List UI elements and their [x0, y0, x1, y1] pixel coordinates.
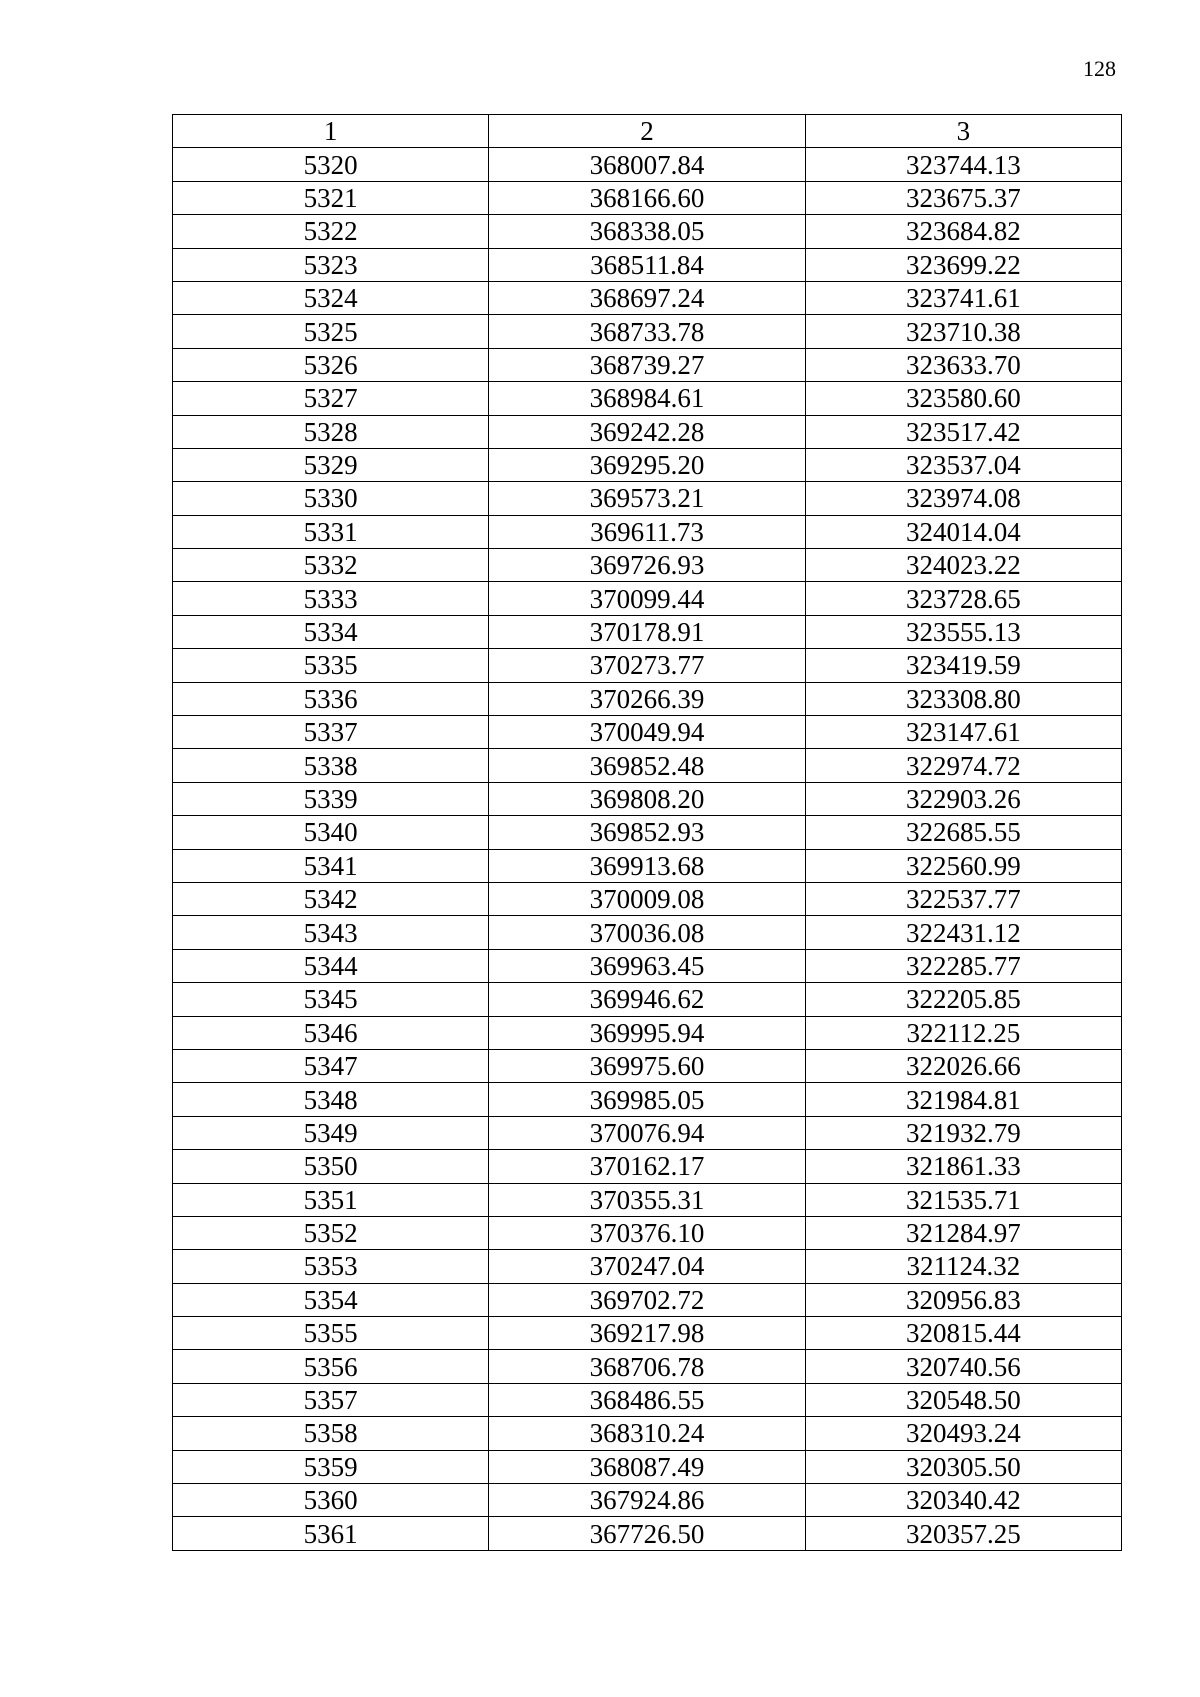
point-number-cell: 5333: [173, 582, 489, 615]
coordinate-y-cell: 323728.65: [805, 582, 1121, 615]
table-row: [173, 515, 1122, 548]
coordinate-x-cell: 369913.68: [489, 849, 805, 882]
table-row: [173, 1317, 1122, 1350]
point-number-cell: 5344: [173, 949, 489, 982]
coordinate-y-cell: 320548.50: [805, 1383, 1121, 1416]
coordinate-y-cell: 322431.12: [805, 916, 1121, 949]
coordinate-x-cell: 369963.45: [489, 949, 805, 982]
column-header-1: 1: [173, 115, 489, 148]
coordinate-y-cell: 323710.38: [805, 315, 1121, 348]
table-row: [173, 1016, 1122, 1049]
coordinate-x-cell: 370273.77: [489, 649, 805, 682]
table-header: [173, 115, 1122, 148]
coordinate-x-cell: 370247.04: [489, 1250, 805, 1283]
table-row: [173, 1350, 1122, 1383]
point-number-cell: 5337: [173, 716, 489, 749]
coordinate-y-cell: 323308.80: [805, 682, 1121, 715]
point-number-cell: 5320: [173, 148, 489, 181]
coordinate-y-cell: 323974.08: [805, 482, 1121, 515]
point-number-cell: 5345: [173, 983, 489, 1016]
coordinate-x-cell: 369985.05: [489, 1083, 805, 1116]
coordinate-y-cell: 323744.13: [805, 148, 1121, 181]
coordinate-y-cell: 323675.37: [805, 181, 1121, 214]
point-number-cell: 5334: [173, 615, 489, 648]
coordinate-x-cell: 368697.24: [489, 281, 805, 314]
coordinate-x-cell: 370076.94: [489, 1116, 805, 1149]
coordinate-y-cell: 323537.04: [805, 448, 1121, 481]
table-row: [173, 749, 1122, 782]
coordinate-y-cell: 321535.71: [805, 1183, 1121, 1216]
table-row: [173, 382, 1122, 415]
coordinate-x-cell: 367726.50: [489, 1517, 805, 1550]
point-number-cell: 5359: [173, 1450, 489, 1483]
table-row: [173, 1283, 1122, 1316]
coordinate-y-cell: 322026.66: [805, 1049, 1121, 1082]
coordinate-y-cell: 321932.79: [805, 1116, 1121, 1149]
coordinate-x-cell: 369726.93: [489, 549, 805, 582]
point-number-cell: 5325: [173, 315, 489, 348]
table-row: [173, 215, 1122, 248]
point-number-cell: 5361: [173, 1517, 489, 1550]
coordinate-y-cell: 322205.85: [805, 983, 1121, 1016]
coordinate-y-cell: 323741.61: [805, 281, 1121, 314]
point-number-cell: 5338: [173, 749, 489, 782]
point-number-cell: 5351: [173, 1183, 489, 1216]
table-row: [173, 1183, 1122, 1216]
table-body: [173, 148, 1122, 1550]
coordinate-x-cell: 368087.49: [489, 1450, 805, 1483]
table-row: [173, 248, 1122, 281]
point-number-cell: 5341: [173, 849, 489, 882]
coordinate-x-cell: 368338.05: [489, 215, 805, 248]
coordinate-y-cell: 323517.42: [805, 415, 1121, 448]
table-row: [173, 148, 1122, 181]
table-row: [173, 649, 1122, 682]
point-number-cell: 5355: [173, 1317, 489, 1350]
coordinate-y-cell: 322285.77: [805, 949, 1121, 982]
coordinate-y-cell: 320340.42: [805, 1484, 1121, 1517]
coordinate-x-cell: 369946.62: [489, 983, 805, 1016]
coordinate-x-cell: 368486.55: [489, 1383, 805, 1416]
page-number: 128: [1083, 56, 1116, 81]
coordinate-y-cell: 322903.26: [805, 782, 1121, 815]
coordinate-x-cell: 369975.60: [489, 1049, 805, 1082]
coordinate-x-cell: 368166.60: [489, 181, 805, 214]
point-number-cell: 5332: [173, 549, 489, 582]
coordinate-x-cell: 370162.17: [489, 1150, 805, 1183]
point-number-cell: 5322: [173, 215, 489, 248]
table-row: [173, 1417, 1122, 1450]
coordinate-x-cell: 369852.93: [489, 816, 805, 849]
coordinate-x-cell: 369295.20: [489, 448, 805, 481]
coordinate-y-cell: 323419.59: [805, 649, 1121, 682]
coordinate-x-cell: 367924.86: [489, 1484, 805, 1517]
point-number-cell: 5349: [173, 1116, 489, 1149]
table-row: [173, 782, 1122, 815]
table-row: [173, 415, 1122, 448]
coordinate-y-cell: 323555.13: [805, 615, 1121, 648]
table-row: [173, 582, 1122, 615]
coordinate-y-cell: 324023.22: [805, 549, 1121, 582]
table-row: [173, 482, 1122, 515]
coordinate-x-cell: 368739.27: [489, 348, 805, 381]
table-row: [173, 1517, 1122, 1550]
table-row: [173, 682, 1122, 715]
table-row: [173, 615, 1122, 648]
table-row: [173, 348, 1122, 381]
coordinate-y-cell: 323147.61: [805, 716, 1121, 749]
coordinate-x-cell: 369702.72: [489, 1283, 805, 1316]
table-row: [173, 1216, 1122, 1249]
table-row: [173, 983, 1122, 1016]
coordinate-y-cell: 322112.25: [805, 1016, 1121, 1049]
point-number-cell: 5321: [173, 181, 489, 214]
point-number-cell: 5352: [173, 1216, 489, 1249]
point-number-cell: 5348: [173, 1083, 489, 1116]
coordinate-y-cell: 323580.60: [805, 382, 1121, 415]
coordinate-x-cell: 369217.98: [489, 1317, 805, 1350]
point-number-cell: 5356: [173, 1350, 489, 1383]
coordinate-y-cell: 321124.32: [805, 1250, 1121, 1283]
point-number-cell: 5360: [173, 1484, 489, 1517]
coordinate-x-cell: 369808.20: [489, 782, 805, 815]
coordinate-y-cell: 320815.44: [805, 1317, 1121, 1350]
coordinate-x-cell: 368706.78: [489, 1350, 805, 1383]
point-number-cell: 5342: [173, 882, 489, 915]
point-number-cell: 5357: [173, 1383, 489, 1416]
point-number-cell: 5328: [173, 415, 489, 448]
coordinate-y-cell: 320956.83: [805, 1283, 1121, 1316]
point-number-cell: 5336: [173, 682, 489, 715]
coordinate-x-cell: 369995.94: [489, 1016, 805, 1049]
coordinate-x-cell: 368007.84: [489, 148, 805, 181]
table-row: [173, 882, 1122, 915]
coordinate-y-cell: 323699.22: [805, 248, 1121, 281]
column-header-2: 2: [489, 115, 805, 148]
coordinate-y-cell: 323633.70: [805, 348, 1121, 381]
coordinate-x-cell: 370178.91: [489, 615, 805, 648]
table-row: [173, 181, 1122, 214]
table-row: [173, 315, 1122, 348]
coordinate-y-cell: 321861.33: [805, 1150, 1121, 1183]
table-row: [173, 1250, 1122, 1283]
table-row: [173, 916, 1122, 949]
point-number-cell: 5335: [173, 649, 489, 682]
table-header-row: [173, 115, 1122, 148]
point-number-cell: 5350: [173, 1150, 489, 1183]
coordinate-x-cell: 368511.84: [489, 248, 805, 281]
coordinates-table: [172, 114, 1122, 1551]
coordinate-x-cell: 370099.44: [489, 582, 805, 615]
point-number-cell: 5343: [173, 916, 489, 949]
coordinate-x-cell: 369573.21: [489, 482, 805, 515]
coordinate-y-cell: 320740.56: [805, 1350, 1121, 1383]
table-row: [173, 281, 1122, 314]
table-row: [173, 1150, 1122, 1183]
point-number-cell: 5353: [173, 1250, 489, 1283]
table-row: [173, 1116, 1122, 1149]
coordinate-x-cell: 368310.24: [489, 1417, 805, 1450]
point-number-cell: 5327: [173, 382, 489, 415]
coordinate-y-cell: 322537.77: [805, 882, 1121, 915]
table-row: [173, 1383, 1122, 1416]
coordinate-x-cell: 370049.94: [489, 716, 805, 749]
coordinate-y-cell: 321984.81: [805, 1083, 1121, 1116]
point-number-cell: 5340: [173, 816, 489, 849]
table-row: [173, 716, 1122, 749]
coordinate-x-cell: 370355.31: [489, 1183, 805, 1216]
coordinate-y-cell: 320357.25: [805, 1517, 1121, 1550]
coordinate-y-cell: 324014.04: [805, 515, 1121, 548]
coordinate-x-cell: 370009.08: [489, 882, 805, 915]
point-number-cell: 5347: [173, 1049, 489, 1082]
coordinate-x-cell: 370376.10: [489, 1216, 805, 1249]
table-row: [173, 1049, 1122, 1082]
coordinate-x-cell: 370266.39: [489, 682, 805, 715]
coordinate-y-cell: 322685.55: [805, 816, 1121, 849]
coordinate-y-cell: 321284.97: [805, 1216, 1121, 1249]
table-row: [173, 949, 1122, 982]
point-number-cell: 5326: [173, 348, 489, 381]
point-number-cell: 5330: [173, 482, 489, 515]
table-row: [173, 849, 1122, 882]
coordinate-x-cell: 369852.48: [489, 749, 805, 782]
coordinate-y-cell: 320493.24: [805, 1417, 1121, 1450]
point-number-cell: 5329: [173, 448, 489, 481]
coordinate-y-cell: 322974.72: [805, 749, 1121, 782]
coordinate-x-cell: 368733.78: [489, 315, 805, 348]
coordinate-x-cell: 370036.08: [489, 916, 805, 949]
point-number-cell: 5358: [173, 1417, 489, 1450]
point-number-cell: 5331: [173, 515, 489, 548]
coordinate-x-cell: 368984.61: [489, 382, 805, 415]
point-number-cell: 5339: [173, 782, 489, 815]
table-row: [173, 1484, 1122, 1517]
table-row: [173, 816, 1122, 849]
table-row: [173, 1083, 1122, 1116]
point-number-cell: 5323: [173, 248, 489, 281]
point-number-cell: 5324: [173, 281, 489, 314]
coordinate-y-cell: 320305.50: [805, 1450, 1121, 1483]
column-header-3: 3: [805, 115, 1121, 148]
coordinate-x-cell: 369611.73: [489, 515, 805, 548]
coordinate-x-cell: 369242.28: [489, 415, 805, 448]
table-row: [173, 448, 1122, 481]
point-number-cell: 5354: [173, 1283, 489, 1316]
coordinate-y-cell: 323684.82: [805, 215, 1121, 248]
coordinate-y-cell: 322560.99: [805, 849, 1121, 882]
point-number-cell: 5346: [173, 1016, 489, 1049]
table-row: [173, 1450, 1122, 1483]
table-row: [173, 549, 1122, 582]
